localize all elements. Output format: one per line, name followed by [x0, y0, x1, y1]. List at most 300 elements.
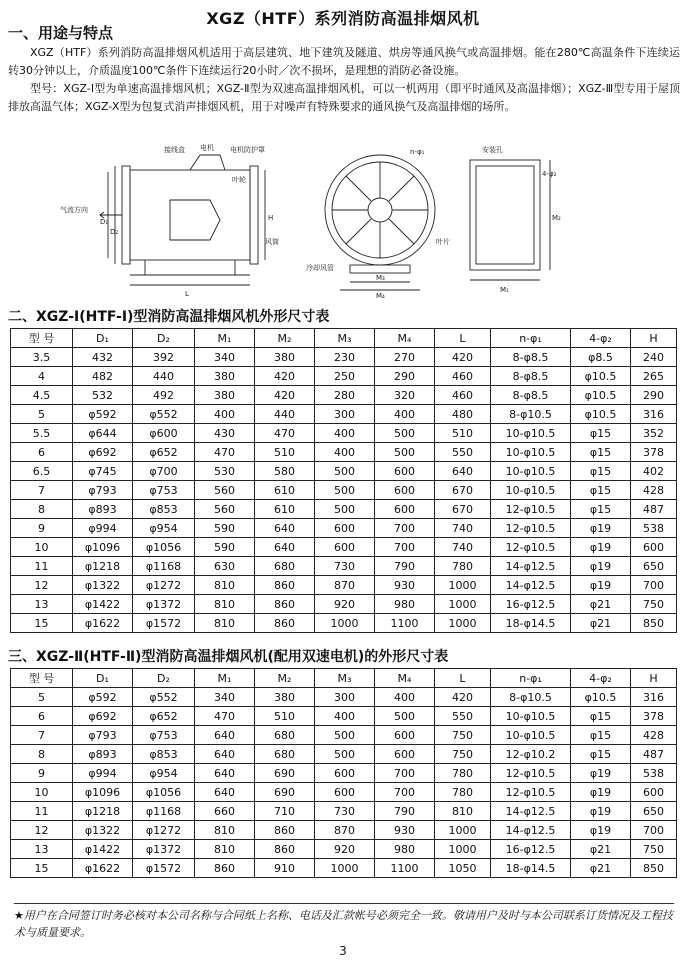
table-cell: φ19: [571, 821, 631, 840]
table-cell: 13: [11, 840, 73, 859]
table-cell: 650: [631, 557, 677, 576]
table-row: [11, 519, 677, 538]
fan-drawing: [60, 140, 580, 300]
table-cell: φ15: [571, 745, 631, 764]
column-header: L: [435, 329, 491, 348]
table-cell: 690: [255, 783, 315, 802]
table-cell: φ1622: [73, 859, 133, 878]
table-cell: 470: [195, 707, 255, 726]
table-cell: 470: [255, 424, 315, 443]
table-cell: 420: [435, 348, 491, 367]
dim-l-label: L: [185, 290, 189, 298]
table-cell: 510: [255, 707, 315, 726]
table-cell: 5: [11, 405, 73, 424]
table-cell: φ1422: [73, 595, 133, 614]
table-cell: 12-φ10.5: [491, 519, 571, 538]
table-row: [11, 443, 677, 462]
table-cell: 710: [255, 802, 315, 821]
table-cell: 530: [195, 462, 255, 481]
table-cell: 400: [375, 688, 435, 707]
table-cell: 500: [315, 481, 375, 500]
table-cell: 420: [255, 367, 315, 386]
column-header: n-φ₁: [491, 669, 571, 688]
table-cell: 10-φ10.5: [491, 481, 571, 500]
table-cell: 600: [375, 726, 435, 745]
table-cell: 1000: [435, 595, 491, 614]
column-header: 4-φ₂: [571, 329, 631, 348]
column-header: 型 号: [11, 669, 73, 688]
table-cell: 320: [375, 386, 435, 405]
page-number: 3: [339, 944, 347, 958]
table-cell: 730: [315, 557, 375, 576]
table-cell: 750: [435, 745, 491, 764]
table-cell: 860: [255, 614, 315, 633]
table-cell: 500: [315, 745, 375, 764]
column-header: M₂: [255, 329, 315, 348]
table-cell: φ19: [571, 557, 631, 576]
table-cell: 690: [255, 764, 315, 783]
footnote: ★用户在合同签订时务必核对本公司名称与合同纸上名称、电话及汇款帐号必须完全一致。敬请用户及时与本公司联系订货情况及工程技术与质量要求。: [14, 903, 674, 941]
table1-heading: 二、XGZ-Ⅰ(HTF-Ⅰ)型消防高温排烟风机外形尺寸表: [8, 309, 330, 325]
table2-spec: [10, 668, 677, 878]
table-cell: 340: [195, 688, 255, 707]
table-cell: 378: [631, 707, 677, 726]
table-cell: 300: [315, 688, 375, 707]
table-cell: φ19: [571, 519, 631, 538]
section-heading-usage: 一、用途与特点: [8, 24, 114, 42]
table-cell: 16-φ12.5: [491, 840, 571, 859]
table-cell: 600: [375, 500, 435, 519]
table-cell: φ15: [571, 443, 631, 462]
table-cell: 5: [11, 688, 73, 707]
table-cell: 18-φ14.5: [491, 614, 571, 633]
table-cell: φ700: [133, 462, 195, 481]
table2-heading: 三、XGZ-Ⅱ(HTF-Ⅱ)型消防高温排烟风机(配用双速电机)的外形尺寸表: [8, 649, 449, 665]
table-cell: 380: [255, 348, 315, 367]
table-cell: 700: [375, 764, 435, 783]
casing-label: 风筒: [265, 238, 279, 246]
table-cell: 8-φ10.5: [491, 405, 571, 424]
table-row: [11, 481, 677, 500]
front-view: [325, 155, 435, 290]
table-cell: 12-φ10.5: [491, 500, 571, 519]
table-row: [11, 348, 677, 367]
table-cell: φ893: [73, 745, 133, 764]
table-cell: φ600: [133, 424, 195, 443]
table-cell: φ8.5: [571, 348, 631, 367]
table-cell: φ1056: [133, 538, 195, 557]
table-cell: 14-φ12.5: [491, 557, 571, 576]
table-cell: 10-φ10.5: [491, 726, 571, 745]
table-cell: 290: [375, 367, 435, 386]
table-cell: 15: [11, 859, 73, 878]
table-cell: 930: [375, 576, 435, 595]
table-cell: φ1372: [133, 595, 195, 614]
table-cell: φ1572: [133, 859, 195, 878]
table-cell: φ1218: [73, 802, 133, 821]
table-cell: 240: [631, 348, 677, 367]
table-cell: φ19: [571, 538, 631, 557]
table-row: [11, 405, 677, 424]
table-row: [11, 557, 677, 576]
table1-body: [11, 348, 677, 633]
column-header: H: [631, 329, 677, 348]
table-cell: 780: [435, 783, 491, 802]
table-cell: φ552: [133, 405, 195, 424]
table-cell: φ692: [73, 443, 133, 462]
dim-d2-label: D₂: [110, 228, 119, 236]
table-cell: 250: [315, 367, 375, 386]
table-cell: φ793: [73, 726, 133, 745]
table-cell: 538: [631, 764, 677, 783]
dim-m3-label: M₃: [376, 274, 385, 282]
table-cell: 860: [255, 840, 315, 859]
table-cell: 420: [435, 688, 491, 707]
table-cell: φ1168: [133, 557, 195, 576]
table-cell: 640: [195, 726, 255, 745]
column-header: D₁: [73, 669, 133, 688]
table-cell: 12-φ10.5: [491, 764, 571, 783]
table-cell: 10-φ10.5: [491, 424, 571, 443]
column-header: D₂: [133, 329, 195, 348]
table-row: [11, 595, 677, 614]
table-cell: 316: [631, 688, 677, 707]
table-cell: 8: [11, 745, 73, 764]
dim-d1-label: D₁: [100, 218, 109, 226]
table-cell: 492: [133, 386, 195, 405]
table-row: [11, 764, 677, 783]
table-cell: φ19: [571, 576, 631, 595]
table2-header-row: [11, 669, 677, 688]
table-cell: 420: [255, 386, 315, 405]
column-header: D₂: [133, 669, 195, 688]
table-cell: 810: [195, 840, 255, 859]
column-header: M₃: [315, 669, 375, 688]
table-cell: 10-φ10.5: [491, 443, 571, 462]
table-cell: 850: [631, 614, 677, 633]
table-cell: 980: [375, 595, 435, 614]
table-cell: 810: [435, 802, 491, 821]
table-cell: φ994: [73, 764, 133, 783]
table-row: [11, 386, 677, 405]
table-cell: 432: [73, 348, 133, 367]
table-cell: 3.5: [11, 348, 73, 367]
table-cell: φ853: [133, 500, 195, 519]
column-header: M₁: [195, 329, 255, 348]
page-title: XGZ（HTF）系列消防高温排烟风机: [206, 9, 480, 28]
table-cell: 14-φ12.5: [491, 802, 571, 821]
table-row: [11, 462, 677, 481]
table-cell: 460: [435, 367, 491, 386]
table-cell: φ1096: [73, 783, 133, 802]
table-cell: 11: [11, 557, 73, 576]
table-cell: 640: [255, 538, 315, 557]
table-cell: 402: [631, 462, 677, 481]
table-cell: φ1322: [73, 576, 133, 595]
table-row: [11, 783, 677, 802]
table-cell: 640: [255, 519, 315, 538]
table-cell: 580: [255, 462, 315, 481]
table-cell: 482: [73, 367, 133, 386]
table-cell: φ1622: [73, 614, 133, 633]
table-cell: φ1422: [73, 840, 133, 859]
dim-m2-label: M₂: [552, 214, 561, 222]
motor-label: 电机: [200, 144, 214, 152]
table-cell: 700: [375, 519, 435, 538]
table-cell: 700: [631, 576, 677, 595]
table-cell: 8-φ8.5: [491, 367, 571, 386]
table-cell: 487: [631, 745, 677, 764]
table-cell: φ1056: [133, 783, 195, 802]
table-cell: 780: [435, 764, 491, 783]
table-cell: 380: [255, 688, 315, 707]
table-cell: 12-φ10.5: [491, 538, 571, 557]
table-cell: 500: [375, 424, 435, 443]
table-cell: φ893: [73, 500, 133, 519]
table-cell: 14-φ12.5: [491, 576, 571, 595]
table-cell: 18-φ14.5: [491, 859, 571, 878]
table-cell: 700: [631, 821, 677, 840]
table-cell: φ10.5: [571, 386, 631, 405]
table-cell: φ21: [571, 614, 631, 633]
table-cell: 10: [11, 783, 73, 802]
dim-m4-label: M₄: [376, 292, 385, 300]
table-cell: 980: [375, 840, 435, 859]
table-cell: 538: [631, 519, 677, 538]
table-cell: 316: [631, 405, 677, 424]
table-cell: 640: [195, 783, 255, 802]
table-cell: φ10.5: [571, 405, 631, 424]
table-cell: φ21: [571, 859, 631, 878]
motor-guard-label: 电机防护罩: [230, 146, 265, 154]
table-cell: 500: [315, 726, 375, 745]
table-cell: 910: [255, 859, 315, 878]
table-row: [11, 538, 677, 557]
table-row: [11, 614, 677, 633]
table-cell: φ21: [571, 840, 631, 859]
table-cell: 380: [195, 386, 255, 405]
table-cell: 428: [631, 726, 677, 745]
intro-paragraph-1: XGZ（HTF）系列消防高温排烟风机适用于高层建筑、地下建筑及隧道、烘房等通风换气或高温排烟。能在280℃高温条件下连续运转30分钟以上，介质温度100℃条件下连续运行20小时／次不损坏，是理想的消防必备设施。: [8, 46, 680, 77]
table-cell: 810: [195, 821, 255, 840]
table-cell: φ19: [571, 783, 631, 802]
table-cell: 860: [255, 595, 315, 614]
table-cell: 1100: [375, 614, 435, 633]
table-cell: 10-φ10.5: [491, 707, 571, 726]
table-cell: φ15: [571, 707, 631, 726]
table-cell: 810: [195, 576, 255, 595]
table-cell: 870: [315, 576, 375, 595]
table-row: [11, 424, 677, 443]
table-cell: 920: [315, 840, 375, 859]
table-cell: 430: [195, 424, 255, 443]
mounting-hole-label: 安装孔: [482, 146, 503, 154]
table-cell: 750: [631, 595, 677, 614]
dim-h-label: H: [268, 214, 274, 222]
table-cell: 480: [435, 405, 491, 424]
table-cell: 265: [631, 367, 677, 386]
table-cell: 6: [11, 443, 73, 462]
table-cell: φ652: [133, 443, 195, 462]
table-cell: 10: [11, 538, 73, 557]
table-cell: 230: [315, 348, 375, 367]
table-cell: φ954: [133, 764, 195, 783]
table-cell: 790: [375, 557, 435, 576]
column-header: 4-φ₂: [571, 669, 631, 688]
table2-body: [11, 688, 677, 878]
dim-m1-label: M₁: [500, 286, 509, 294]
table-cell: φ1572: [133, 614, 195, 633]
table-cell: 8: [11, 500, 73, 519]
table-cell: 780: [435, 557, 491, 576]
table-cell: 600: [375, 745, 435, 764]
table-cell: 352: [631, 424, 677, 443]
table-cell: 4: [11, 367, 73, 386]
table-cell: 532: [73, 386, 133, 405]
table-row: [11, 688, 677, 707]
table-cell: 810: [195, 595, 255, 614]
table-cell: 860: [255, 576, 315, 595]
table-cell: 12-φ10.2: [491, 745, 571, 764]
table-cell: 500: [375, 707, 435, 726]
table-cell: 400: [315, 707, 375, 726]
table-cell: 460: [435, 386, 491, 405]
table-cell: 550: [435, 707, 491, 726]
base-view: [470, 160, 550, 280]
table-cell: 740: [435, 519, 491, 538]
table-cell: 6: [11, 707, 73, 726]
table-cell: 10-φ10.5: [491, 462, 571, 481]
table-cell: 740: [435, 538, 491, 557]
table-cell: 1050: [435, 859, 491, 878]
table-cell: φ21: [571, 595, 631, 614]
column-header: M₄: [375, 329, 435, 348]
table-cell: φ753: [133, 481, 195, 500]
table-cell: φ15: [571, 424, 631, 443]
table-cell: φ19: [571, 802, 631, 821]
table-row: [11, 859, 677, 878]
table-cell: 640: [435, 462, 491, 481]
table-cell: 440: [133, 367, 195, 386]
table-cell: 8-φ8.5: [491, 348, 571, 367]
table-cell: 1000: [315, 614, 375, 633]
table-cell: φ1168: [133, 802, 195, 821]
table-row: [11, 576, 677, 595]
table-cell: φ1218: [73, 557, 133, 576]
blade-label: 叶片: [436, 238, 450, 246]
table-cell: 470: [195, 443, 255, 462]
table-cell: 8-φ8.5: [491, 386, 571, 405]
table1-spec: [10, 328, 677, 633]
table-cell: 640: [195, 745, 255, 764]
table-cell: 1000: [435, 821, 491, 840]
table-cell: 400: [195, 405, 255, 424]
table-cell: 600: [315, 783, 375, 802]
table-cell: 1000: [435, 614, 491, 633]
table-cell: φ644: [73, 424, 133, 443]
table-cell: 750: [435, 726, 491, 745]
table-cell: φ1272: [133, 576, 195, 595]
table-cell: φ745: [73, 462, 133, 481]
table-cell: 680: [255, 557, 315, 576]
table-row: [11, 726, 677, 745]
table-cell: 4.5: [11, 386, 73, 405]
table-cell: φ10.5: [571, 367, 631, 386]
table-cell: 280: [315, 386, 375, 405]
column-header: L: [435, 669, 491, 688]
table-cell: 670: [435, 481, 491, 500]
table-row: [11, 707, 677, 726]
table-cell: 428: [631, 481, 677, 500]
table-cell: 5.5: [11, 424, 73, 443]
fan-dimension-diagram: [60, 140, 580, 300]
table-cell: 600: [375, 462, 435, 481]
table-cell: 340: [195, 348, 255, 367]
table-cell: 9: [11, 764, 73, 783]
table-cell: 670: [435, 500, 491, 519]
table-cell: φ592: [73, 688, 133, 707]
column-header: 型 号: [11, 329, 73, 348]
table-cell: 392: [133, 348, 195, 367]
table-cell: 560: [195, 481, 255, 500]
table-cell: φ592: [73, 405, 133, 424]
table-cell: φ15: [571, 481, 631, 500]
table-row: [11, 840, 677, 859]
table-cell: φ753: [133, 726, 195, 745]
table-cell: 500: [315, 500, 375, 519]
table-row: [11, 500, 677, 519]
intro-paragraph-2: 型号：XGZ-Ⅰ型为单速高温排烟风机；XGZ-Ⅱ型为双速高温排烟风机，可以一机两用（即平时通风及高温排烟）；XGZ-Ⅲ型专用于屋顶排放高温气体；XGZ-X型为包复式消声排烟风机，用于对噪声有特殊要求的通风换气及高温排烟的场所。: [8, 82, 680, 113]
dim-n-phi1-label: n-φ₁: [410, 148, 425, 156]
table-cell: 550: [435, 443, 491, 462]
table-cell: φ15: [571, 500, 631, 519]
table-cell: 1000: [315, 859, 375, 878]
table-cell: 270: [375, 348, 435, 367]
intro-text: [8, 44, 680, 116]
junction-box-label: 接线盒: [164, 146, 185, 154]
dim-4-phi2-label: 4-φ₂: [542, 170, 557, 178]
table-cell: φ793: [73, 481, 133, 500]
cooling-duct-label: 冷却风管: [306, 264, 334, 272]
impeller-label: 叶轮: [232, 176, 246, 184]
table-cell: 600: [315, 764, 375, 783]
table-cell: 1000: [435, 840, 491, 859]
table-cell: 600: [315, 538, 375, 557]
table-cell: 810: [195, 614, 255, 633]
table-cell: 487: [631, 500, 677, 519]
table-cell: φ1096: [73, 538, 133, 557]
table-cell: 590: [195, 519, 255, 538]
table-cell: φ19: [571, 764, 631, 783]
table-cell: 400: [375, 405, 435, 424]
table-cell: 8-φ10.5: [491, 688, 571, 707]
column-header: D₁: [73, 329, 133, 348]
table-cell: 12: [11, 576, 73, 595]
column-header: M₁: [195, 669, 255, 688]
table-cell: 600: [631, 538, 677, 557]
column-header: H: [631, 669, 677, 688]
table-cell: 600: [315, 519, 375, 538]
table-cell: 6.5: [11, 462, 73, 481]
table-cell: 12-φ10.5: [491, 783, 571, 802]
table-cell: φ1372: [133, 840, 195, 859]
table-cell: 600: [375, 481, 435, 500]
table-cell: 380: [195, 367, 255, 386]
table-cell: 9: [11, 519, 73, 538]
table-cell: 920: [315, 595, 375, 614]
column-header: n-φ₁: [491, 329, 571, 348]
table-row: [11, 821, 677, 840]
